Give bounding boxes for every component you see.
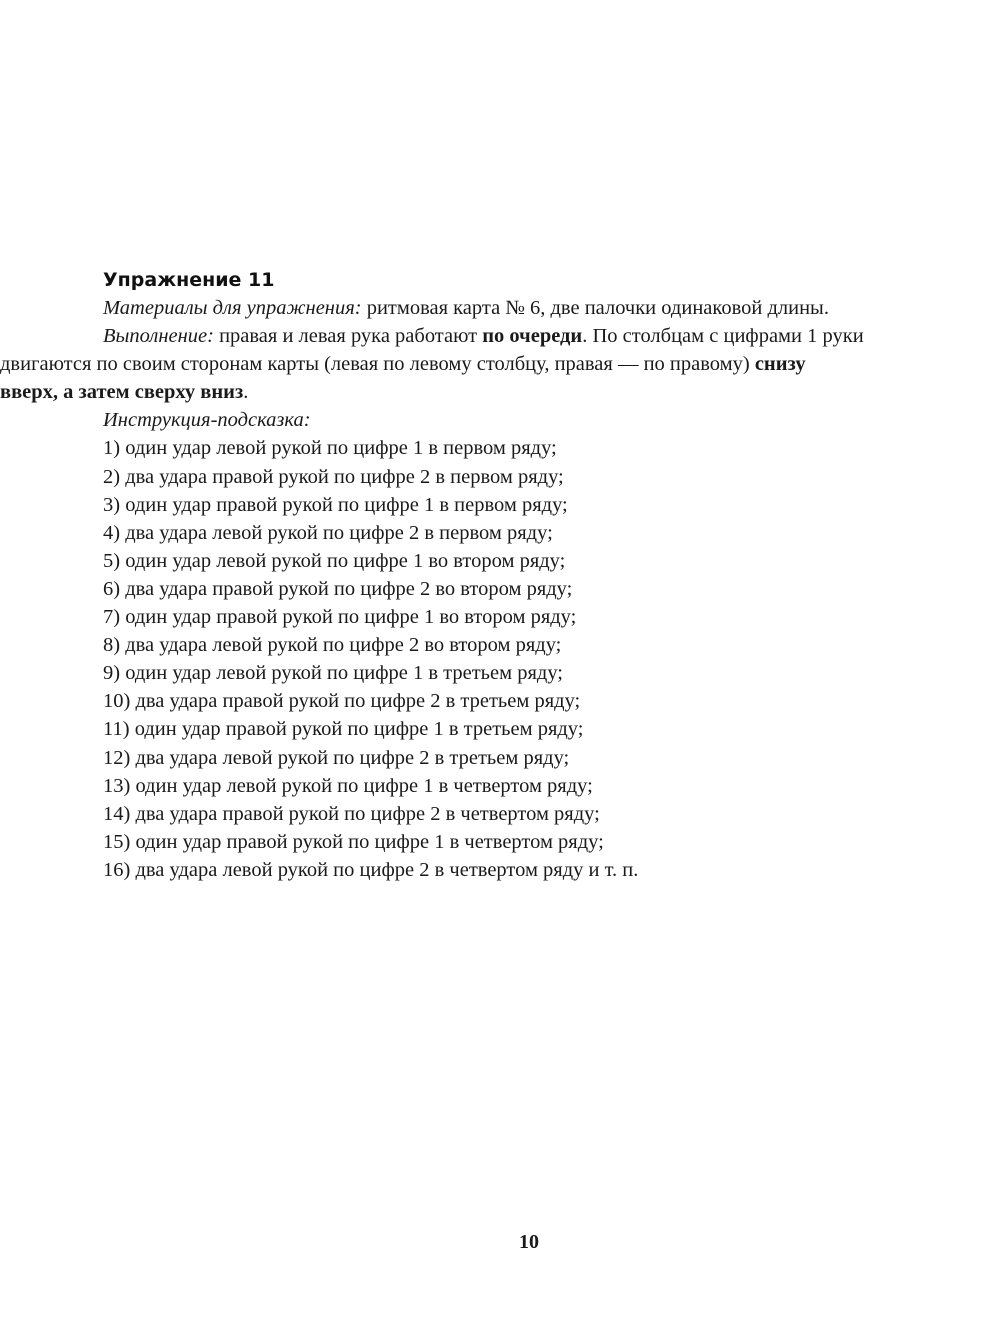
exercise-heading: Упражнение 11 bbox=[103, 269, 275, 291]
materials-text: ритмовая карта № 6, две палочки одинаковой длины. bbox=[361, 297, 829, 319]
steps-list bbox=[103, 434, 993, 884]
execution-text-1: правая и левая рука работают bbox=[213, 325, 483, 348]
list-item: 7) один удар правой рукой по цифре 1 во втором ряду; bbox=[103, 606, 577, 629]
execution-text-2: . По столбцам с цифрами 1 руки bbox=[582, 325, 864, 348]
list-item: 13) один удар левой рукой по цифре 1 в четвертом ряду; bbox=[103, 774, 593, 797]
list-item: 8) два удара левой рукой по цифре 2 во втором ряду; bbox=[103, 634, 562, 657]
execution-line-3 bbox=[0, 378, 993, 406]
execution-bold-1: по очереди bbox=[482, 325, 583, 348]
list-item: 12) два удара левой рукой по цифре 2 в третьем ряду; bbox=[103, 746, 570, 769]
page-number: 10 bbox=[519, 1231, 539, 1253]
materials-paragraph bbox=[103, 294, 993, 322]
list-item: 2) два удара правой рукой по цифре 2 в первом ряду; bbox=[103, 465, 564, 488]
list-item: 5) один удар левой рукой по цифре 1 во втором ряду; bbox=[103, 549, 566, 572]
list-item: 14) два удара правой рукой по цифре 2 в четвертом ряду; bbox=[103, 802, 600, 825]
execution-line2-text: двигаются по своим сторонам карты (левая по левому столбцу, правая — по правому) bbox=[0, 353, 755, 376]
exercise-section bbox=[0, 266, 993, 884]
list-item: 10) два удара правой рукой по цифре 2 в третьем ряду; bbox=[103, 690, 581, 713]
execution-line3-text: . bbox=[243, 381, 249, 404]
list-item: 4) два удара левой рукой по цифре 2 в первом ряду; bbox=[103, 521, 553, 544]
list-item: 16) два удара левой рукой по цифре 2 в четвертом ряду и т. п. bbox=[103, 858, 639, 881]
execution-line2-bold: снизу bbox=[754, 353, 806, 376]
list-item: 6) два удара правой рукой по цифре 2 во втором ряду; bbox=[103, 577, 573, 600]
execution-label: Выполнение: bbox=[103, 325, 214, 348]
list-item: 1) один удар левой рукой по цифре 1 в первом ряду; bbox=[103, 437, 557, 460]
materials-label: Материалы для упражнения: bbox=[103, 297, 362, 319]
list-item: 15) один удар правой рукой по цифре 1 в четвертом ряду; bbox=[103, 830, 604, 853]
execution-line-2 bbox=[0, 350, 993, 378]
execution-line3-bold: вверх, а затем сверху вниз bbox=[0, 381, 244, 404]
list-item: 11) один удар правой рукой по цифре 1 в третьем ряду; bbox=[103, 718, 584, 741]
list-item: 3) один удар правой рукой по цифре 1 в первом ряду; bbox=[103, 493, 568, 516]
list-item: 9) один удар левой рукой по цифре 1 в третьем ряду; bbox=[103, 662, 563, 685]
hint-label: Инструкция-подсказка: bbox=[103, 409, 311, 432]
execution-paragraph bbox=[103, 322, 993, 350]
